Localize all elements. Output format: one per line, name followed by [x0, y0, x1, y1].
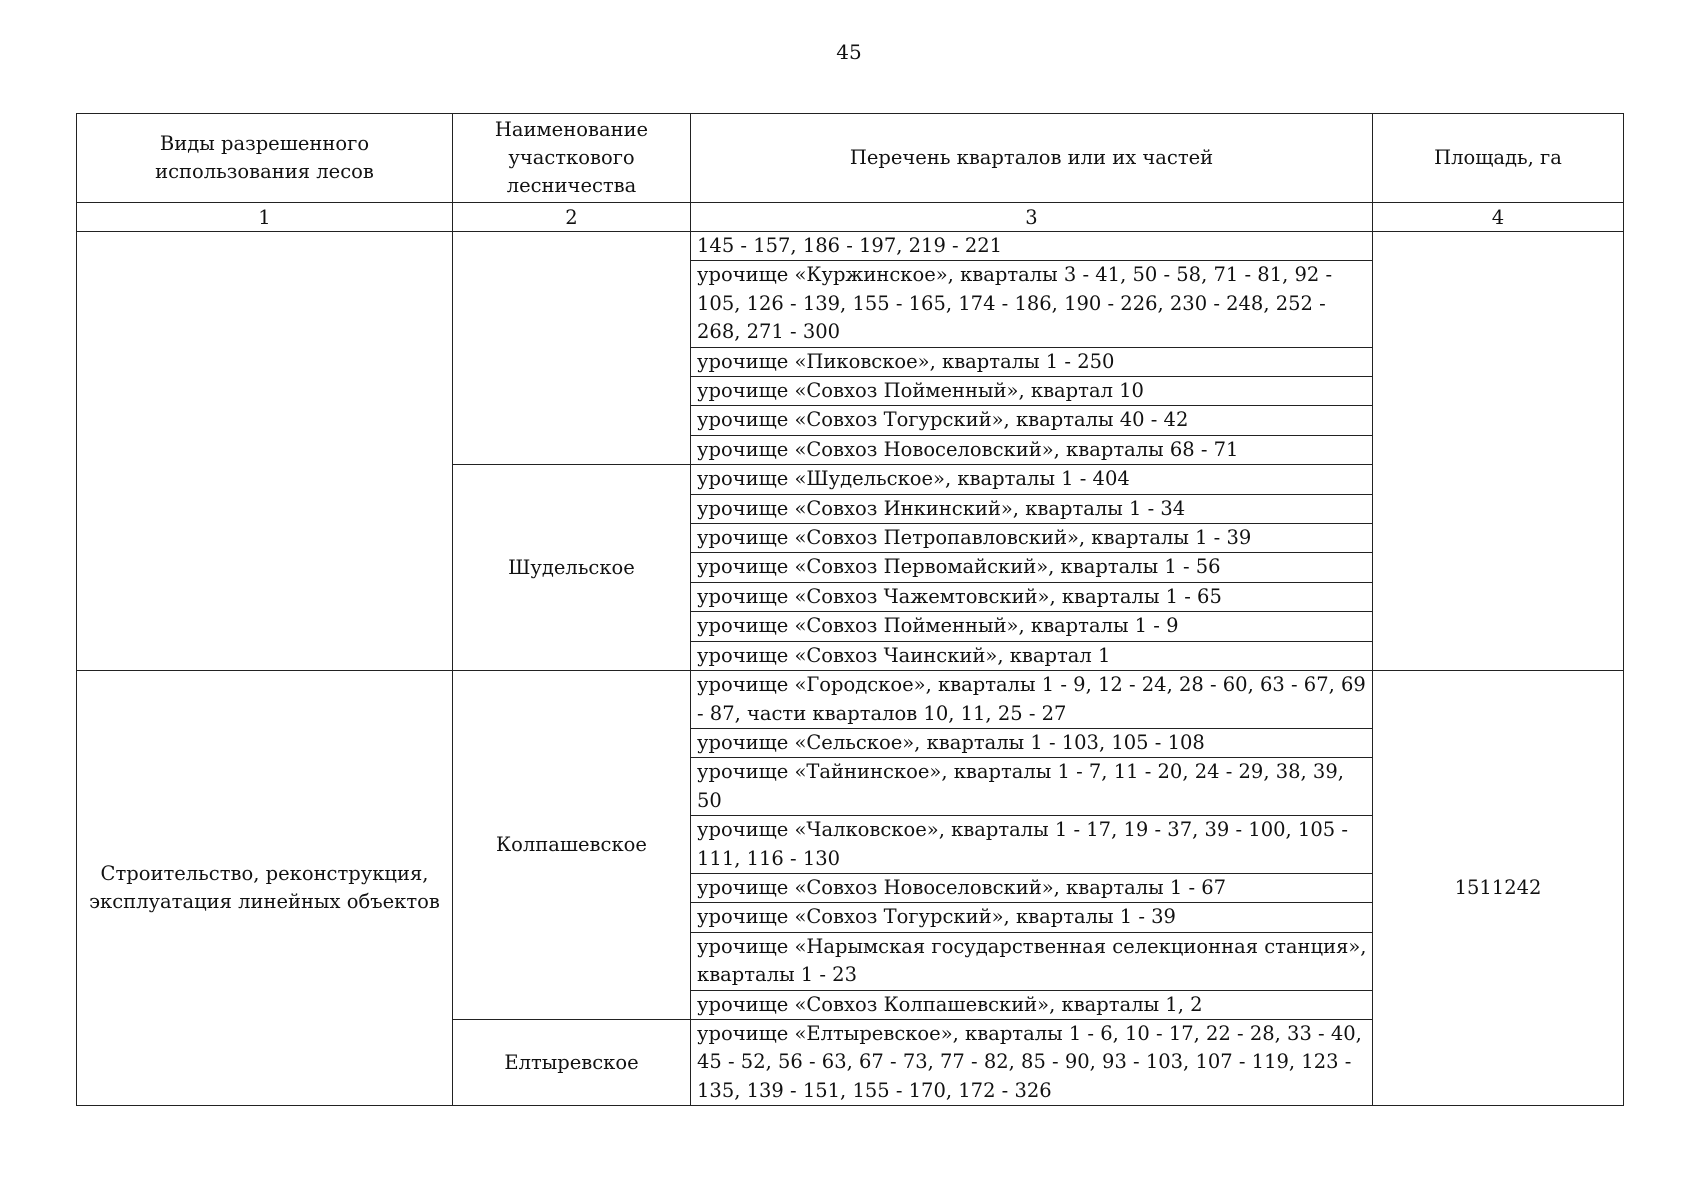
header-area: Площадь, га — [1373, 114, 1624, 203]
quarters-cell — [691, 1019, 1373, 1105]
area-cell — [1373, 232, 1624, 671]
quarter-entry: урочище «Совхоз Тогурский», кварталы 1 - 39 — [691, 903, 1372, 932]
quarter-entry: урочище «Городское», кварталы 1 - 9, 12 - 24, 28 - 60, 63 - 67, 69 - 87, части кварталов 10, 11, 25 - 27 — [691, 671, 1372, 729]
quarter-entry: урочище «Пиковское», кварталы 1 - 250 — [691, 348, 1372, 377]
quarter-entry: урочище «Нарымская государственная селекционная станция», кварталы 1 - 23 — [691, 933, 1372, 991]
quarter-entry: урочище «Совхоз Новоселовский», кварталы 68 - 71 — [697, 437, 1239, 461]
quarter-entry: урочище «Совхоз Чажемтовский», кварталы 1 - 65 — [691, 583, 1372, 612]
quarters-cell — [691, 671, 1373, 1020]
forestry-cell — [453, 232, 691, 465]
forest-use-table — [76, 113, 1624, 1106]
quarter-entry: урочище «Тайнинское», кварталы 1 - 7, 11 - 20, 24 - 29, 38, 39, 50 — [691, 758, 1372, 816]
quarter-entry: урочище «Совхоз Инкинский», кварталы 1 - 34 — [691, 495, 1372, 524]
quarter-entry: урочище «Совхоз Первомайский», кварталы 1 - 56 — [691, 553, 1372, 582]
table-row — [77, 671, 1624, 1020]
header-quarters: Перечень кварталов или их частей — [691, 114, 1373, 203]
quarter-entry: урочище «Куржинское», кварталы 3 - 41, 50 - 58, 71 - 81, 92 - 105, 126 - 139, 155 - 165, 174 - 186, 190 - 226, 230 - 248, 252 - 268, 271 - 300 — [691, 261, 1372, 347]
header-use-type: Виды разрешенного использования лесов — [77, 114, 453, 203]
quarter-entry: урочище «Совхоз Пойменный», кварталы 1 - 9 — [691, 612, 1372, 641]
quarter-entry: урочище «Совхоз Новоселовский», кварталы 1 - 67 — [691, 874, 1372, 903]
forestry-cell: Елтыревское — [453, 1019, 691, 1105]
column-number: 2 — [453, 203, 691, 232]
quarter-entry: урочище «Шудельское», кварталы 1 - 404 — [691, 465, 1372, 494]
quarter-entry: урочище «Совхоз Колпашевский», кварталы 1, 2 — [697, 992, 1203, 1016]
quarter-entry: урочище «Совхоз Тогурский», кварталы 40 - 42 — [691, 406, 1372, 435]
column-number: 3 — [691, 203, 1373, 232]
quarter-entry: урочище «Елтыревское», кварталы 1 - 6, 10 - 17, 22 - 28, 33 - 40, 45 - 52, 56 - 63, 67 - 73, 77 - 82, 85 - 90, 93 - 103, 107 - 119, 123 - 135, 139 - 151, 155 - 170, 172 - 326 — [697, 1021, 1362, 1102]
forestry-cell: Шудельское — [453, 465, 691, 671]
quarters-cell — [691, 465, 1373, 671]
page-number: 45 — [836, 40, 862, 64]
quarter-entry: 145 - 157, 186 - 197, 219 - 221 — [691, 232, 1372, 261]
use-type-cell — [77, 232, 453, 671]
forestry-cell: Колпашевское — [453, 671, 691, 1020]
quarters-cell — [691, 232, 1373, 465]
area-cell: 1511242 — [1373, 671, 1624, 1106]
use-type-cell: Строительство, реконструкция, эксплуатация линейных объектов — [77, 671, 453, 1106]
column-number: 4 — [1373, 203, 1624, 232]
quarter-entry: урочище «Совхоз Петропавловский», кварталы 1 - 39 — [691, 524, 1372, 553]
column-number-row — [77, 203, 1624, 232]
quarter-entry: урочище «Совхоз Пойменный», квартал 10 — [691, 377, 1372, 406]
table-header-row — [77, 114, 1624, 203]
quarter-entry: урочище «Чалковское», кварталы 1 - 17, 19 - 37, 39 - 100, 105 - 111, 116 - 130 — [691, 816, 1372, 874]
quarter-entry: урочище «Совхоз Чаинский», квартал 1 — [697, 643, 1111, 667]
quarter-entry: урочище «Сельское», кварталы 1 - 103, 105 - 108 — [691, 729, 1372, 758]
column-number: 1 — [77, 203, 453, 232]
table-row — [77, 232, 1624, 465]
header-forestry: Наименование участкового лесничества — [453, 114, 691, 203]
